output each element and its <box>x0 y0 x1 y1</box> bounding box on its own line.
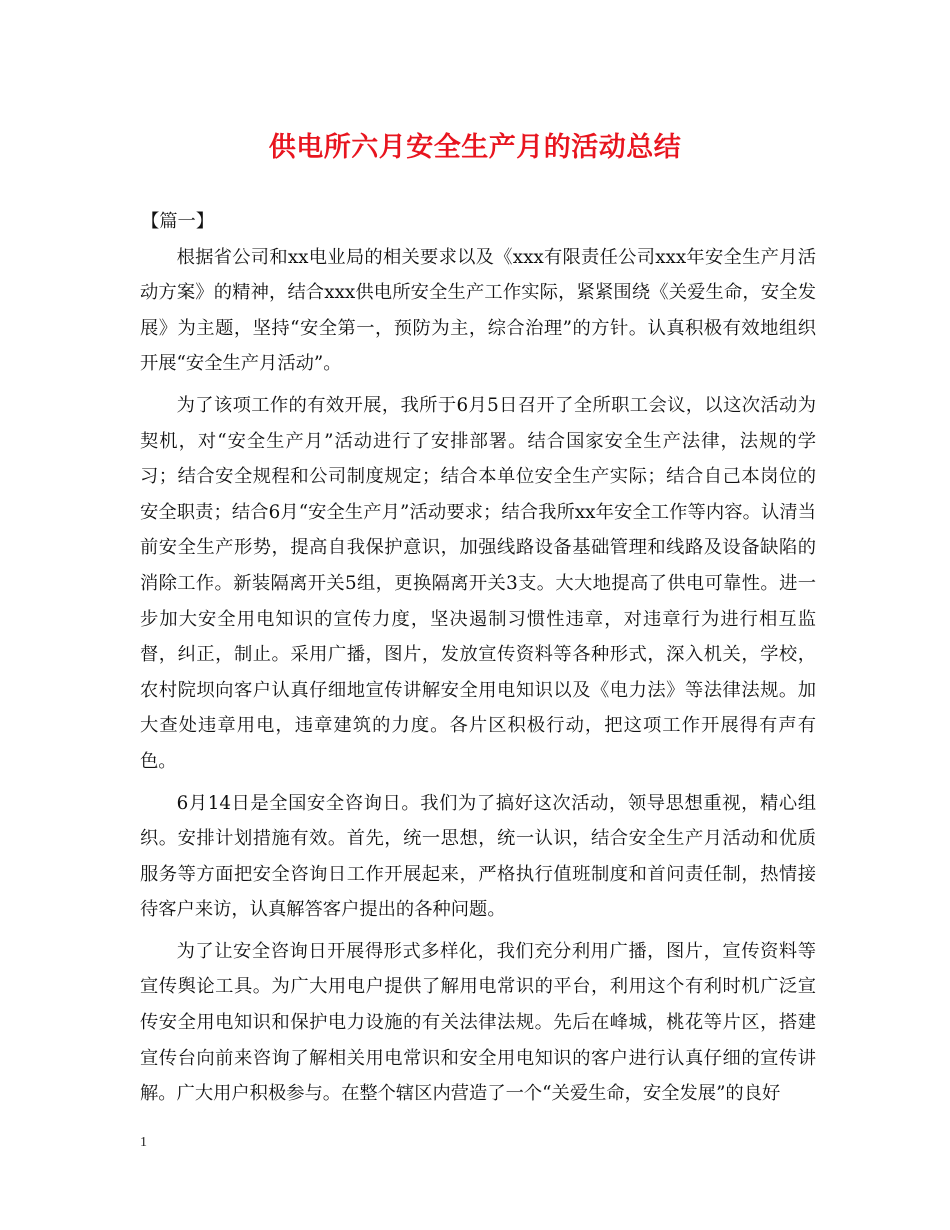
document-title: 供电所六月安全生产月的活动总结 <box>268 132 682 163</box>
section-label: 【篇一】 <box>141 211 215 232</box>
paragraph-3: 6月14日是全国安全咨询日。我们为了搞好这次活动，领导思想重视，精心组织。安排计划措施有效。首先，统一思想，统一认识，结合安全生产月活动和优质服务等方面把安全咨询日工作开展起来，严格执行值班制度和首问责任制，热情接待客户来访，认真解答客户提出的各种问题。 <box>140 792 816 921</box>
paragraph-2: 为了该项工作的有效开展，我所于6月5日召开了全所职工会议，以这次活动为契机，对“安全生产月”活动进行了安排部署。结合国家安全生产法律，法规的学习；结合安全规程和公司制度规定；结合本单位安全生产实际；结合自己本岗位的安全职责；结合6月“安全生产月”活动要求；结合我所xx年安全工作等内容。认清当前安全生产形势，提高自我保护意识，加强线路设备基础管理和线路及设备缺陷的消除工作。新装隔离开关5组，更换隔离开关3支。大大地提高了供电可靠性。进一步加大安全用电知识的宣传力度，坚决遏制习惯性违章，对违章行为进行相互监督，纠正，制止。采用广播，图片，发放宣传资料等各种形式，深入机关，学校，农村院坝向客户认真仔细地宣传讲解安全用电知识以及《电力法》等法律法规。加大查处违章用电，违章建筑的力度。各片区积极行动，把这项工作开展得有声有色。 <box>140 394 816 772</box>
page-number: 1 <box>140 1135 147 1150</box>
paragraph-4: 为了让安全咨询日开展得形式多样化，我们充分利用广播，图片，宣传资料等宣传舆论工具。为广大用电户提供了解用电常识的平台，利用这个有利时机广泛宣传安全用电知识和保护电力设施的有关法律法规。先后在峰城，桃花等片区，搭建宣传台向前来咨询了解相关用电常识和安全用电知识的客户进行认真仔细的宣传讲解。广大用户积极参与。在整个辖区内营造了一个“关爱生命，安全发展”的良好 <box>140 940 816 1105</box>
document-body <box>140 204 816 1118</box>
paragraph-1: 根据省公司和xx电业局的相关要求以及《xxx有限责任公司xxx年安全生产月活动方案》的精神，结合xxx供电所安全生产工作实际，紧紧围绕《关爱生命，安全发展》为主题，坚持“安全第一，预防为主，综合治理”的方针。认真积极有效地组织开展“安全生产月活动”。 <box>140 246 816 375</box>
